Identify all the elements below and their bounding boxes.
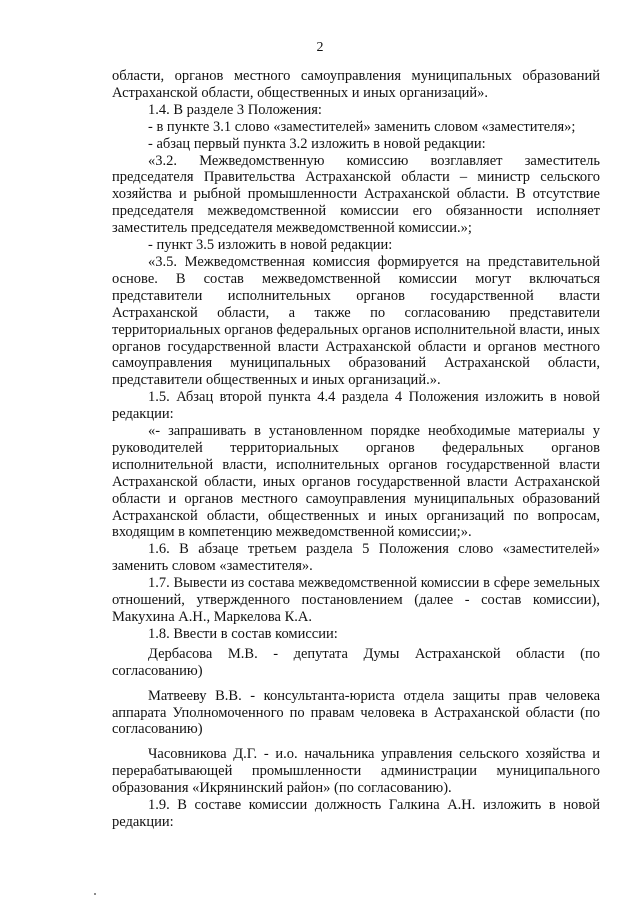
paragraph-1-7: 1.7. Вывести из состава межведомственной комиссии в сфере земельных отношений, утвержденного постановлением (далее - состав комиссии), Макухина А.Н., Маркелова К.А. <box>112 575 600 625</box>
paragraph-point-3-2-intro: - абзац первый пункта 3.2 изложить в новой редакции: <box>148 135 486 152</box>
paragraph-1-4: 1.4. В разделе 3 Положения: <box>148 101 322 118</box>
member-matveeva: Матвееву В.В. - консультанта-юриста отдела защиты прав человека аппарата Уполномоченного по правам человека в Астраханской области (по согласованию) <box>112 687 600 738</box>
paragraph-point-3-5-intro: - пункт 3.5 изложить в новой редакции: <box>148 237 393 254</box>
paragraph-point-3-1: - в пункте 3.1 слово «заместителей» заменить словом «заместителя»; <box>148 118 576 135</box>
page-number: 2 <box>316 40 324 55</box>
paragraph-quote-4-4: «- запрашивать в установленном порядке необходимые материалы у руководителей территориальных органов федеральных органов исполнительной власти, исполнительных органов государственной власти Астраханской области, иных органов государственной власти Астраханской области и органов местного самоуправления муниципальных образований Астраханской области, общественных и иных организаций по вопросам, входящим в компетенцию межведомственной комиссии;». <box>112 423 600 541</box>
paragraph-quote-3-5: «3.5. Межведомственная комиссия формируется на представительной основе. В состав межведомственной комиссии могут включаться представители исполнительных органов государственной власти Астраханской области, а также по согласованию представители территориальных органов федеральных органов исполнительной власти, иных органов государственной власти Астраханской области и органов местного самоуправления муниципальных образований Астраханской области, представители общественных и иных организаций.». <box>112 253 600 389</box>
paragraph-1-6: 1.6. В абзаце третьем раздела 5 Положения слово «заместителей» заменить словом «заместителя». <box>112 541 600 575</box>
paragraph-quote-3-2: «3.2. Межведомственную комиссию возглавляет заместитель председателя Правительства Астраханской области – министр сельского хозяйства и рыбной промышленности Астраханской области. В отсутствие председателя межведомственной комиссии его обязанности исполняет заместитель председателя межведомственной комиссии.»; <box>112 152 600 237</box>
document-body <box>112 68 600 831</box>
paragraph-1-9: 1.9. В составе комиссии должность Галкина А.Н. изложить в новой редакции: <box>112 797 600 830</box>
paragraph-continuation: области, органов местного самоуправления муниципальных образований Астраханской области, общественных и иных организаций». <box>112 68 600 101</box>
scan-speck <box>94 893 96 895</box>
member-chasovnikov: Часовникова Д.Г. - и.о. начальника управления сельского хозяйства и перерабатывающей промышленности администрации муниципального образования «Икрянинский район» (по согласованию). <box>112 746 600 797</box>
paragraph-1-8: 1.8. Ввести в состав комиссии: <box>148 625 338 642</box>
member-derbasov: Дербасова М.В. - депутата Думы Астраханской области (по согласованию) <box>112 645 600 679</box>
paragraph-1-5: 1.5. Абзац второй пункта 4.4 раздела 4 Положения изложить в новой редакции: <box>112 389 600 423</box>
